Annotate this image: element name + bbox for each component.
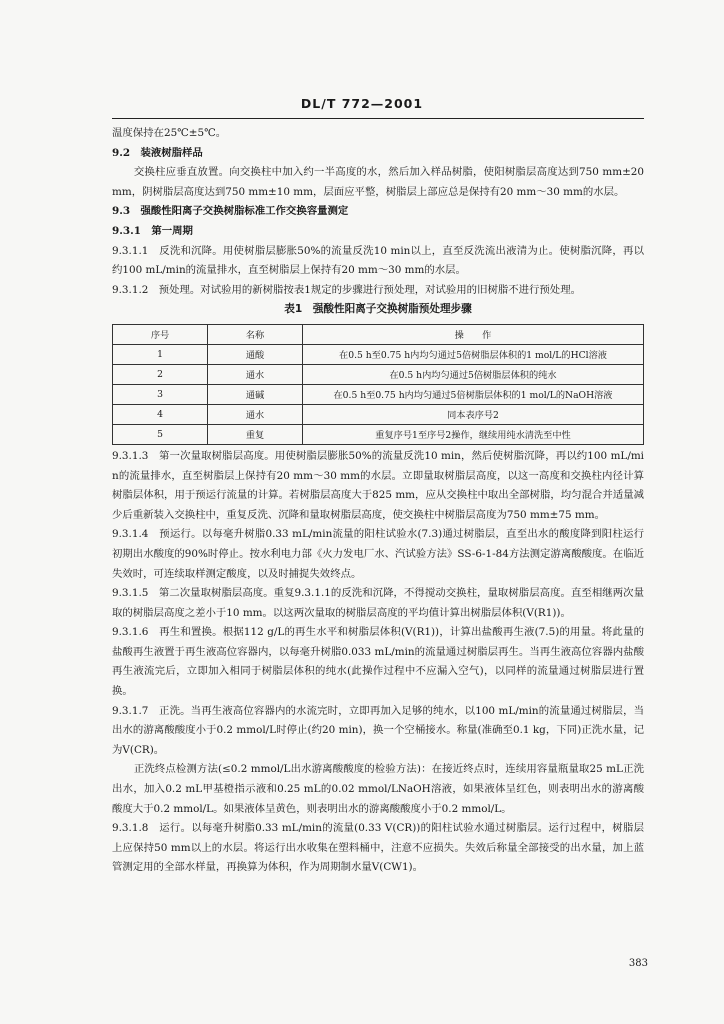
paragraph-9-3-1-3: 9.3.1.3 第一次量取树脂层高度。用使树脂层膨胀50%的流量反洗10 min，然后使树脂沉降，再以约100 mL/min的流量排水，直至树脂层上保持有20 mm～30 mm的水层。立即量取树脂层高度，以这一高度和交换柱内径计算树脂层体积，用于预运行流量的计算。若树脂层高度大于825 mm，应从交换柱中取出全部树脂，均匀混合并适量减少后重新装入交换柱中，重复反洗、沉降和量取树脂层高度，使交换柱中树脂层高度为750 mm±75 mm。 [112,449,644,521]
section-9-3-1-heading: 9.3.1 第一周期 [112,224,193,237]
cell-name: 通酸 [208,344,303,364]
cell-seq: 4 [113,404,208,424]
paragraph-temperature: 温度保持在25℃±5℃。 [112,127,227,139]
table-row [113,384,644,404]
table-row [113,404,644,424]
table-caption: 表1 强酸性阳离子交换树脂预处理步骤 [284,303,472,316]
table-header-row [113,324,644,344]
cell-name: 通水 [208,364,303,384]
section-9-2-heading: 9.2 装液树脂样品 [112,146,203,159]
cell-operation: 同本表序号2 [303,404,644,424]
paragraph-9-3-1-5: 9.3.1.5 第二次量取树脂层高度。重复9.3.1.1的反洗和沉降，不得搅动交换柱，量取树脂层高度。直至相继两次量取的树脂层高度之差小于10 mm。以这两次量取的树脂层高度的平均值计算出树脂层体积(V(R1))。 [112,587,644,619]
paragraph-endpoint-method: 正洗终点检测方法(≤0.2 mmol/L出水游离酸酸度的检验方法)：在接近终点时，连续用容量瓶量取25 mL正洗出水，加入0.2 mL甲基橙指示液和0.25 mL的0.02 mmol/LNaOH溶液，如果液体呈红色，则表明出水的游离酸酸度大于0.2 mmol/L。如果液体呈黄色，则表明出水的游离酸酸度小于0.2 mmol/L。 [112,763,644,815]
cell-seq: 1 [113,344,208,364]
cell-name: 通水 [208,404,303,424]
section-9-3-heading: 9.3 强酸性阳离子交换树脂标准工作交换容量测定 [112,205,349,218]
cell-seq: 2 [113,364,208,384]
paragraph-9-2: 交换柱应垂直放置。向交换柱中加入约一半高度的水，然后加入样品树脂，使阳树脂层高度达到750 mm±20 mm，阴树脂层高度达到750 mm±10 mm，层面应平整，树脂层上部应总是保持有20 mm～30 mm的水层。 [112,166,644,198]
paragraph-9-3-1-4: 9.3.1.4 预运行。以每毫升树脂0.33 mL/min流量的阳柱试验水(7.3)通过树脂层，直至出水的酸度降到阳柱运行初期出水酸度的90%时停止。按水利电力部《火力发电厂水、汽试验方法》SS-6-1-84方法测定游离酸酸度。在临近失效时，可连续取样测定酸度，以及时捕捉失效终点。 [112,528,644,580]
cell-operation: 重复序号1至序号2操作，继续用纯水清洗至中性 [303,424,644,444]
cell-operation: 在0.5 h至0.75 h内均匀通过5倍树脂层体积的1 mol/L的HCl溶液 [303,344,644,364]
cell-seq: 5 [113,424,208,444]
paragraph-9-3-1-7: 9.3.1.7 正洗。当再生液高位容器内的水流完时，立即再加入足够的纯水，以100 mL/min的流量通过树脂层，当出水的游离酸酸度小于0.2 mmol/L时停止(约20 min)，换一个空桶接水。称量(准确至0.1 kg，下同)正洗水量，记为V(CR)。 [112,704,644,756]
header-seq: 序号 [113,324,208,344]
header-rule [112,118,644,119]
table-row [113,344,644,364]
cell-operation: 在0.5 h内均匀通过5倍树脂层体积的纯水 [303,364,644,384]
paragraph-9-3-1-8: 9.3.1.8 运行。以每毫升树脂0.33 mL/min的流量(0.33 V(CR))的阳柱试验水通过树脂层。运行过程中，树脂层上应保持50 mm以上的水层。将运行出水收集在塑料桶中，注意不应损失。失效后称量全部接受的出水量，加上蓝管测定用的全部水样量，再换算为体积，作为周期制水量V(CW1)。 [112,822,644,874]
standard-header: DL/T 772—2001 [300,96,424,111]
pretreatment-table [112,324,644,445]
table-row [113,424,644,444]
header-name: 名称 [208,324,303,344]
cell-operation: 在0.5 h至0.75 h内均匀通过5倍树脂层体积的1 mol/L的NaOH溶液 [303,384,644,404]
cell-seq: 3 [113,384,208,404]
paragraph-9-3-1-6: 9.3.1.6 再生和置换。根据112 g/L的再生水平和树脂层体积(V(R1))，计算出盐酸再生液(7.5)的用量。将此量的盐酸再生液置于再生液高位容器内，以每毫升树脂0.033 mL/min的流量通过树脂层再生。当再生液高位容器内盐酸再生液流完后，立即加入相同于树脂层体积的纯水(此操作过程中不应漏入空气)，以同样的流量通过树脂层进行置换。 [112,626,644,698]
paragraph-9-3-1-2: 9.3.1.2 预处理。对试验用的新树脂按表1规定的步骤进行预处理，对试验用的旧树脂不进行预处理。 [112,283,581,296]
page-number: 383 [628,958,648,969]
paragraph-9-3-1-1: 9.3.1.1 反洗和沉降。用使树脂层膨胀50%的流量反洗10 min以上，直至反洗流出液清为止。使树脂沉降，再以约100 mL/min的流量排水，直至树脂层上保持有20 mm～30 mm的水层。 [112,244,644,277]
table-row [113,364,644,384]
cell-name: 通碱 [208,384,303,404]
header-operation: 操 作 [303,324,644,344]
document-body [112,124,644,878]
cell-name: 重复 [208,424,303,444]
